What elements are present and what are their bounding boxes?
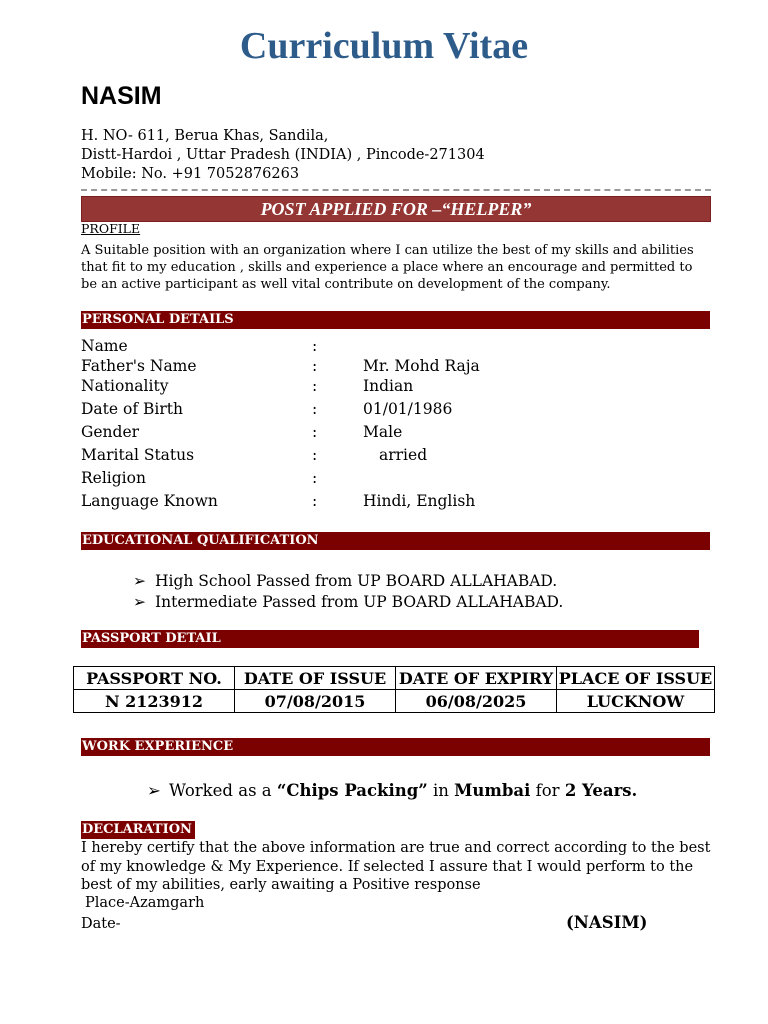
field-label: Religion xyxy=(81,469,146,487)
work-role: “Chips Packing” xyxy=(276,781,428,800)
date-line: Date- xyxy=(81,916,121,932)
field-separator: : xyxy=(312,377,318,395)
work-text: in xyxy=(427,781,455,800)
work-experience-heading: WORK EXPERIENCE xyxy=(82,739,234,754)
arrow-bullet-icon: ➢ xyxy=(133,572,146,590)
education-header xyxy=(81,532,710,550)
list-item xyxy=(133,593,563,611)
personal-details-heading: PERSONAL DETAILS xyxy=(82,312,234,327)
document-title: Curriculum Vitae xyxy=(239,25,529,67)
table-row xyxy=(74,690,715,713)
signature-name: (NASIM) xyxy=(566,913,648,932)
passport-heading: PASSPORT DETAIL xyxy=(82,631,221,646)
field-value: arried xyxy=(379,446,428,464)
work-duration: 2 Years. xyxy=(564,781,638,800)
work-experience-header xyxy=(81,738,710,756)
declaration-text: I hereby certify that the above information are true and correct according to the best of my knowledge & My Experience. If selected I assure that I would perform to the best of my abilities, early awaiting a Positive response xyxy=(81,840,711,893)
profile-label: PROFILE xyxy=(81,221,141,236)
field-value: Male xyxy=(363,423,403,441)
arrow-bullet-icon: ➢ xyxy=(133,593,146,611)
field-separator: : xyxy=(312,337,318,355)
column-header: PASSPORT NO. xyxy=(74,667,235,690)
field-value: Indian xyxy=(363,377,414,395)
list-item-text: Intermediate Passed from UP BOARD ALLAHABAD. xyxy=(155,593,564,611)
education-heading: EDUCATIONAL QUALIFICATION xyxy=(82,533,319,548)
work-experience-item xyxy=(147,781,637,800)
passport-table xyxy=(73,666,715,713)
address-line-2: Distt-Hardoi , Uttar Pradesh (INDIA) , Pincode-271304 xyxy=(81,147,485,163)
column-header: PLACE OF ISSUE xyxy=(557,667,715,690)
field-separator: : xyxy=(312,357,318,375)
field-separator: : xyxy=(312,446,318,464)
arrow-bullet-icon: ➢ xyxy=(147,781,161,800)
table-cell: LUCKNOW xyxy=(557,690,715,713)
field-separator: : xyxy=(312,423,318,441)
profile-text: A Suitable position with an organization where I can utilize the best of my skills and abilities that fit to my education , skills and experience a place where an encourage and permitted to be an active participant as well vital contribute on development of the company. xyxy=(81,243,694,292)
field-label: Language Known xyxy=(81,492,218,510)
passport-header xyxy=(81,630,699,648)
table-cell: N 2123912 xyxy=(74,690,235,713)
work-text: Worked as a xyxy=(169,781,277,800)
field-value: Hindi, English xyxy=(363,492,476,510)
column-header: DATE OF ISSUE xyxy=(235,667,396,690)
personal-details-header xyxy=(81,311,710,329)
list-item xyxy=(133,572,557,590)
candidate-name: NASIM xyxy=(81,82,162,110)
column-header: DATE OF EXPIRY xyxy=(396,667,557,690)
dashed-divider xyxy=(81,189,711,191)
field-label: Name xyxy=(81,337,128,355)
post-applied-banner: POST APPLIED FOR –“HELPER” xyxy=(81,196,711,222)
list-item-text: High School Passed from UP BOARD ALLAHABAD. xyxy=(155,572,558,590)
table-cell: 06/08/2025 xyxy=(396,690,557,713)
field-separator: : xyxy=(312,492,318,510)
field-separator: : xyxy=(312,400,318,418)
work-text: for xyxy=(530,781,565,800)
place-line: Place-Azamgarh xyxy=(85,895,205,911)
field-label: Date of Birth xyxy=(81,400,183,418)
mobile-number: Mobile: No. +91 7052876263 xyxy=(81,166,300,182)
field-label: Nationality xyxy=(81,377,169,395)
table-header-row xyxy=(74,667,715,690)
field-separator: : xyxy=(312,469,318,487)
field-label: Father's Name xyxy=(81,357,197,375)
address-line-1: H. NO- 611, Berua Khas, Sandila, xyxy=(81,128,329,144)
field-value: 01/01/1986 xyxy=(363,400,453,418)
work-location: Mumbai xyxy=(454,781,531,800)
field-label: Gender xyxy=(81,423,140,441)
field-label: Marital Status xyxy=(81,446,195,464)
table-cell: 07/08/2015 xyxy=(235,690,396,713)
field-value: Mr. Mohd Raja xyxy=(363,357,480,375)
declaration-heading: DECLARATION xyxy=(81,821,195,839)
